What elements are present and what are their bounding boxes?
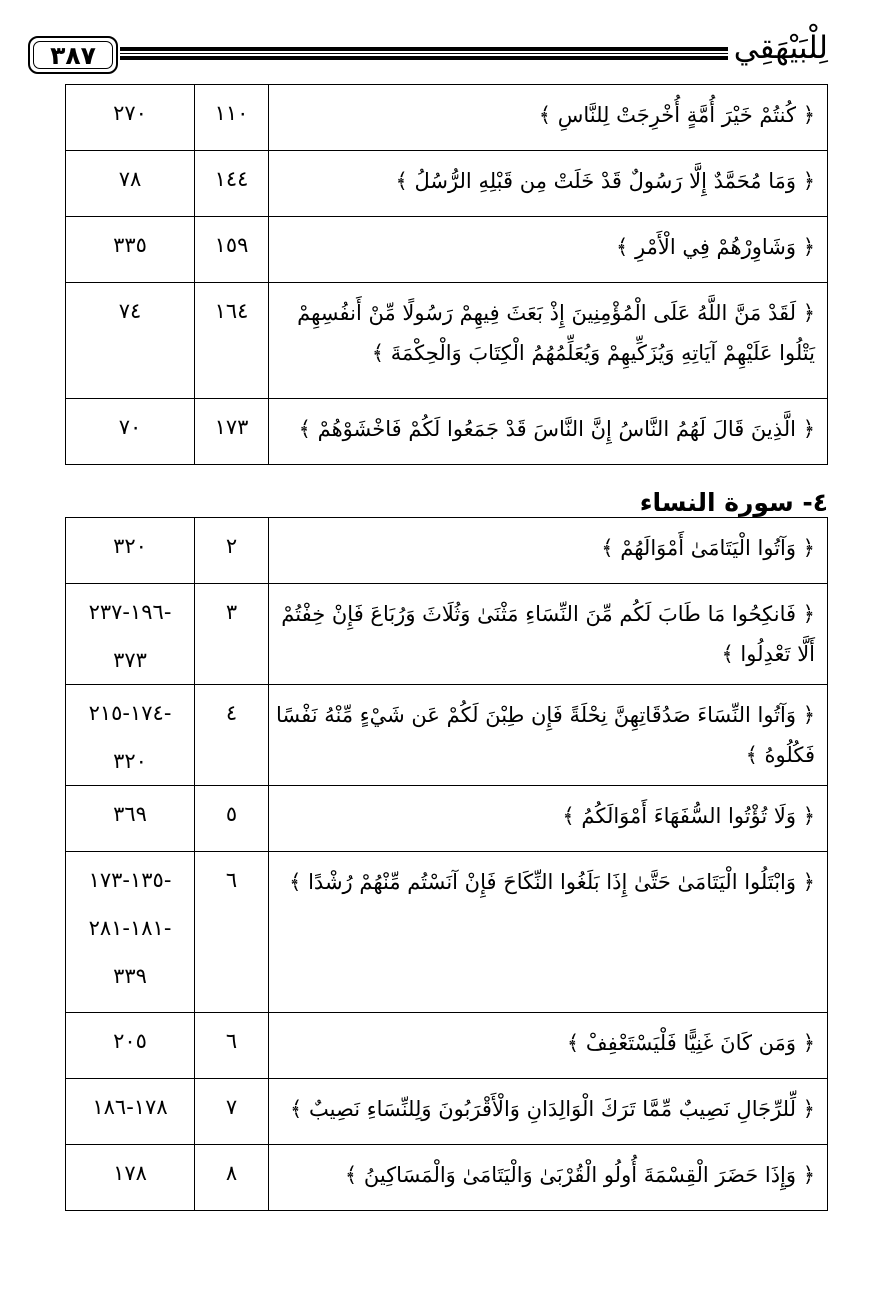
table-row: [66, 584, 828, 685]
ayah-number: ١٤٤: [214, 167, 249, 191]
page-ref: ٣٣٩: [113, 964, 147, 988]
page-ref: ٣٣٥: [113, 233, 147, 257]
page-ref: ٧٠: [118, 415, 142, 439]
verse-cell: [269, 283, 828, 399]
verse-text: ﴿ الَّذِينَ قَالَ لَهُمُ النَّاسُ إِنَّ النَّاسَ قَدْ جَمَعُوا لَكُمْ فَاخْشَوْهُمْ ﴾: [298, 417, 815, 441]
verse-text: ﴿ وَآتُوا الْيَتَامَىٰ أَمْوَالَهُمْ ﴾: [601, 536, 815, 560]
table-row: [66, 1013, 828, 1079]
verse-cell: [269, 786, 828, 852]
table-row: [66, 518, 828, 584]
ayah-number: ٤: [225, 701, 238, 725]
page-refs-cell: [66, 283, 195, 399]
verse-text: ﴿ وَمَن كَانَ غَنِيًّا فَلْيَسْتَعْفِفْ ﴾: [566, 1031, 815, 1055]
ayah-number: ٨: [225, 1161, 238, 1185]
page-ref: -١٣٥-١٧٣: [88, 868, 172, 892]
table-row: [66, 283, 828, 399]
verse-text: ﴿ وَابْتَلُوا الْيَتَامَىٰ حَتَّىٰ إِذَا بَلَغُوا النِّكَاحَ فَإِنْ آنَسْتُم مِّنْهُمْ رُشْدًا ﴾: [289, 870, 815, 894]
verse-cell: [269, 852, 828, 1013]
verse-index-table-2: [65, 517, 828, 1211]
table-row: [66, 786, 828, 852]
ayah-number: ١١٠: [214, 101, 249, 125]
page-refs-cell: [66, 584, 195, 685]
verse-cell: [269, 1079, 828, 1145]
page-ref: ١٧٨: [113, 1161, 147, 1185]
page-refs-cell: [66, 399, 195, 465]
page-ref: ١٧٨-١٨٦: [92, 1095, 168, 1119]
verse-text: ﴿ وَشَاوِرْهُمْ فِي الْأَمْرِ ﴾: [616, 235, 815, 259]
ayah-number: ٢: [225, 534, 238, 558]
verse-cell: [269, 584, 828, 685]
page-refs-cell: [66, 1013, 195, 1079]
page-refs-cell: [66, 85, 195, 151]
page-ref: ٧٨: [118, 167, 142, 191]
ayah-number-cell: [195, 786, 269, 852]
page-refs-cell: [66, 852, 195, 1013]
ayah-number: ١٧٣: [214, 415, 249, 439]
ayah-number-cell: [195, 217, 269, 283]
table-row: [66, 852, 828, 1013]
table-row: [66, 399, 828, 465]
table-row: [66, 1079, 828, 1145]
page-ref: ٣٦٩: [113, 802, 147, 826]
ayah-number-cell: [195, 685, 269, 786]
page-refs-cell: [66, 786, 195, 852]
verse-text: ﴿ وَمَا مُحَمَّدٌ إِلَّا رَسُولٌ قَدْ خَلَتْ مِن قَبْلِهِ الرُّسُلُ ﴾: [395, 169, 815, 193]
page-ref: ٣٢٠: [113, 749, 147, 773]
ayah-number-cell: [195, 1013, 269, 1079]
page-ref: ٧٤: [118, 299, 142, 323]
page-number: ٣٨٧: [28, 36, 118, 74]
ayah-number: ١٦٤: [214, 299, 249, 323]
ayah-number: ٦: [225, 1029, 238, 1053]
verse-text: ﴿ وَإِذَا حَضَرَ الْقِسْمَةَ أُولُو الْقُرْبَىٰ وَالْيَتَامَىٰ وَالْمَسَاكِينُ ﴾: [344, 1163, 815, 1187]
ayah-number-cell: [195, 151, 269, 217]
verse-cell: [269, 685, 828, 786]
page-refs-cell: [66, 151, 195, 217]
ayah-number-cell: [195, 283, 269, 399]
verse-cell: [269, 1145, 828, 1211]
verse-text: ﴿ وَآتُوا النِّسَاءَ صَدُقَاتِهِنَّ نِحْلَةً فَإِن طِبْنَ لَكُمْ عَن شَيْءٍ مِّنْهُ نَفْسًا فَكُلُوهُ ﴾: [275, 703, 815, 767]
ayah-number: ٧: [225, 1095, 238, 1119]
page-ref: ٣٧٣: [113, 648, 147, 672]
page-refs-cell: [66, 1079, 195, 1145]
verse-text: ﴿ كُنتُمْ خَيْرَ أُمَّةٍ أُخْرِجَتْ لِلنَّاسِ ﴾: [538, 103, 815, 127]
verse-cell: [269, 151, 828, 217]
table-row: [66, 685, 828, 786]
header-rule: [120, 47, 728, 60]
ayah-number-cell: [195, 85, 269, 151]
page-refs-cell: [66, 518, 195, 584]
page-ref: ٣٢٠: [113, 534, 147, 558]
verse-text: ﴿ لِّلرِّجَالِ نَصِيبٌ مِّمَّا تَرَكَ الْوَالِدَانِ وَالْأَقْرَبُونَ وَلِلنِّسَاءِ نَصِيبٌ ﴾: [290, 1097, 815, 1121]
page-header: [28, 24, 834, 78]
surah-heading: ٤- سورة النساء: [639, 488, 828, 517]
ayah-number-cell: [195, 584, 269, 685]
page-ref: ٢٠٥: [113, 1029, 147, 1053]
ayah-number-cell: [195, 399, 269, 465]
verse-index-table-1: [65, 84, 828, 465]
verse-cell: [269, 399, 828, 465]
page-refs-cell: [66, 685, 195, 786]
page-ref: -١٩٦-٢٣٧: [88, 600, 172, 624]
page-refs-cell: [66, 1145, 195, 1211]
table-row: [66, 217, 828, 283]
page-ref: -١٨١-٢٨١: [88, 916, 172, 940]
verse-text: ﴿ لَقَدْ مَنَّ اللَّهُ عَلَى الْمُؤْمِنِينَ إِذْ بَعَثَ فِيهِمْ رَسُولًا مِّنْ أَنفُسِهِمْ يَتْلُوا عَلَيْهِمْ آيَاتِهِ وَيُزَكِّيهِمْ وَيُعَلِّمُهُمُ الْكِتَابَ وَالْحِكْمَةَ ﴾: [297, 301, 815, 365]
ayah-number: ٣: [225, 600, 238, 624]
ayah-number-cell: [195, 852, 269, 1013]
table-row: [66, 85, 828, 151]
verse-text: ﴿ وَلَا تُؤْتُوا السُّفَهَاءَ أَمْوَالَكُمُ ﴾: [562, 804, 815, 828]
ayah-number: ١٥٩: [214, 233, 249, 257]
verse-cell: [269, 518, 828, 584]
page-ref: -١٧٤-٢١٥: [88, 701, 172, 725]
page-ref: ٢٧٠: [113, 101, 147, 125]
verse-cell: [269, 217, 828, 283]
ayah-number: ٥: [225, 802, 238, 826]
ayah-number-cell: [195, 518, 269, 584]
verse-text: ﴿ فَانكِحُوا مَا طَابَ لَكُم مِّنَ النِّسَاءِ مَثْنَىٰ وَثُلَاثَ وَرُبَاعَ فَإِنْ خِفْتُمْ أَلَّا تَعْدِلُوا ﴾: [281, 602, 815, 666]
ayah-number-cell: [195, 1079, 269, 1145]
table-row: [66, 151, 828, 217]
verse-cell: [269, 1013, 828, 1079]
book-title: لِلْبَيْهَقِي: [733, 30, 828, 66]
ayah-number-cell: [195, 1145, 269, 1211]
table-row: [66, 1145, 828, 1211]
verse-cell: [269, 85, 828, 151]
page-refs-cell: [66, 217, 195, 283]
ayah-number: ٦: [225, 868, 238, 892]
